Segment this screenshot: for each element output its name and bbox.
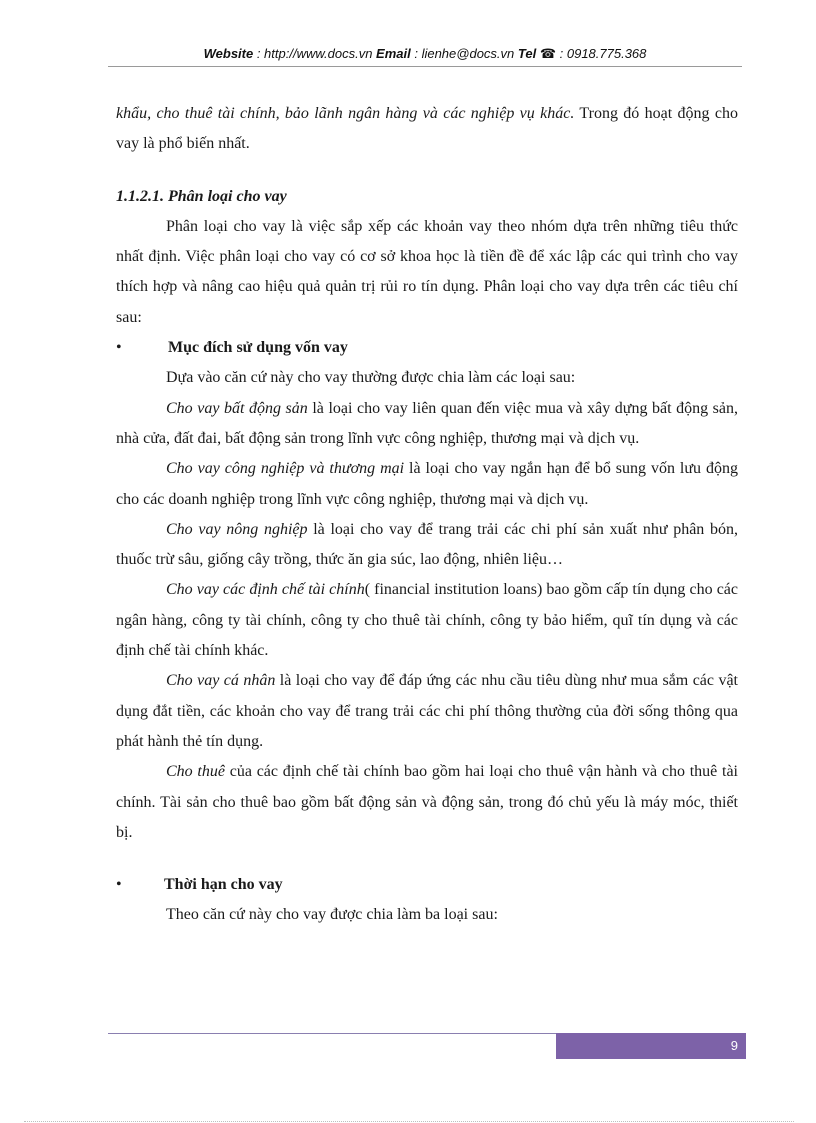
loan-type-italic: Cho vay cá nhân (166, 672, 276, 690)
bullet-dot-icon: • (116, 339, 122, 357)
loan-type-italic: Cho vay nông nghiệp (166, 520, 308, 538)
bullet-term (116, 870, 738, 900)
loan-type-leasing (116, 757, 738, 848)
loan-type-personal (116, 666, 738, 757)
loan-type-italic: Cho thuê (166, 763, 225, 781)
loan-type-text: là loại cho vay để đáp ứng các nhu cầu tiêu dùng như mua sắm các vật dụng đắt tiền, các khoản cho vay để trang trải các chi phí thông thường của đời sống thông qua phát hành thẻ tín dụng. (116, 672, 738, 750)
footer-divider (108, 1033, 556, 1034)
page-header (108, 46, 742, 62)
page-number-box (556, 1033, 746, 1059)
tel-label: Tel (517, 46, 537, 61)
section-heading: 1.1.2.1. Phân loại cho vay (116, 187, 287, 205)
email-value: : lienhe@docs.vn (410, 46, 518, 61)
tel-value: : 0918.775.368 (556, 46, 647, 61)
loan-type-italic: Cho vay bất động sản (166, 399, 308, 417)
loan-type-industrial (116, 454, 738, 515)
loan-type-agricultural (116, 515, 738, 576)
phone-icon: ☎ (539, 46, 557, 61)
loan-type-text: ( financial institution loans) bao gồm cấp tín dụng cho các ngân hàng, công ty tài chính, công ty cho thuê tài chính, công ty bảo hiểm, quĩ tín dụng và các định chế tài chính khác. (116, 581, 739, 660)
intro-paragraph (116, 99, 738, 160)
intro-rest: Trong đó hoạt động cho vay là phổ biến nhất. (116, 105, 738, 153)
bullet-dot-icon: • (116, 876, 122, 894)
loan-type-text: là loại cho vay để trang trải các chi phí sản xuất như phân bón, thuốc trừ sâu, giống cây trồng, thức ăn gia súc, lao động, nhiên liệu… (116, 520, 739, 569)
loan-type-text: của các định chế tài chính bao gồm hai loại cho thuê vận hành và cho thuê tài chính. Tài sản cho thuê bao gồm bất động sản và động sản, trong đó chủ yếu là máy móc, thiết bị. (116, 763, 739, 841)
page-number: 9 (730, 1038, 738, 1053)
website-value: : http://www.docs.vn (253, 46, 377, 61)
email-label: Email (376, 46, 411, 61)
section-paragraph: Phân loại cho vay là việc sắp xếp các khoản vay theo nhóm dựa trên những tiêu thức nhất định. Việc phân loại cho vay có cơ sở khoa học là tiền đề để xác lập các qui trình cho vay thích hợp và nâng cao hiệu quả quản trị rủi ro tín dụng. Phân loại cho vay dựa trên các tiêu chí sau: (116, 217, 738, 326)
bullet-purpose (116, 333, 738, 363)
loan-type-financial-institutions (116, 575, 738, 666)
website-label: Website (203, 46, 254, 61)
term-intro: Theo căn cứ này cho vay được chia làm ba loại sau: (166, 906, 498, 924)
loan-type-text: là loại cho vay liên quan đến việc mua và xây dựng bất động sản, nhà cửa, đất đai, bất động sản trong lĩnh vực công nghiệp, thương mại và dịch vụ. (116, 399, 739, 447)
bullet-term-label: Thời hạn cho vay (164, 876, 283, 894)
purpose-intro: Dựa vào căn cứ này cho vay thường được chia làm các loại sau: (166, 369, 576, 387)
page-bottom-border (24, 1121, 794, 1122)
header-divider (108, 66, 742, 67)
loan-type-italic: Cho vay công nghiệp và thương mại (166, 460, 405, 478)
loan-type-italic: Cho vay các định chế tài chính (166, 581, 365, 599)
intro-italic: khẩu, cho thuê tài chính, bảo lãnh ngân hàng và các nghiệp vụ khác. (116, 105, 575, 122)
loan-type-text: là loại cho vay ngắn hạn để bổ sung vốn lưu động cho các doanh nghiệp trong lĩnh vực công nghiệp, thương mại và dịch vụ. (116, 460, 738, 508)
document-body (116, 99, 738, 931)
loan-type-real-estate (116, 394, 738, 455)
bullet-purpose-label: Mục đích sử dụng vốn vay (168, 339, 348, 357)
